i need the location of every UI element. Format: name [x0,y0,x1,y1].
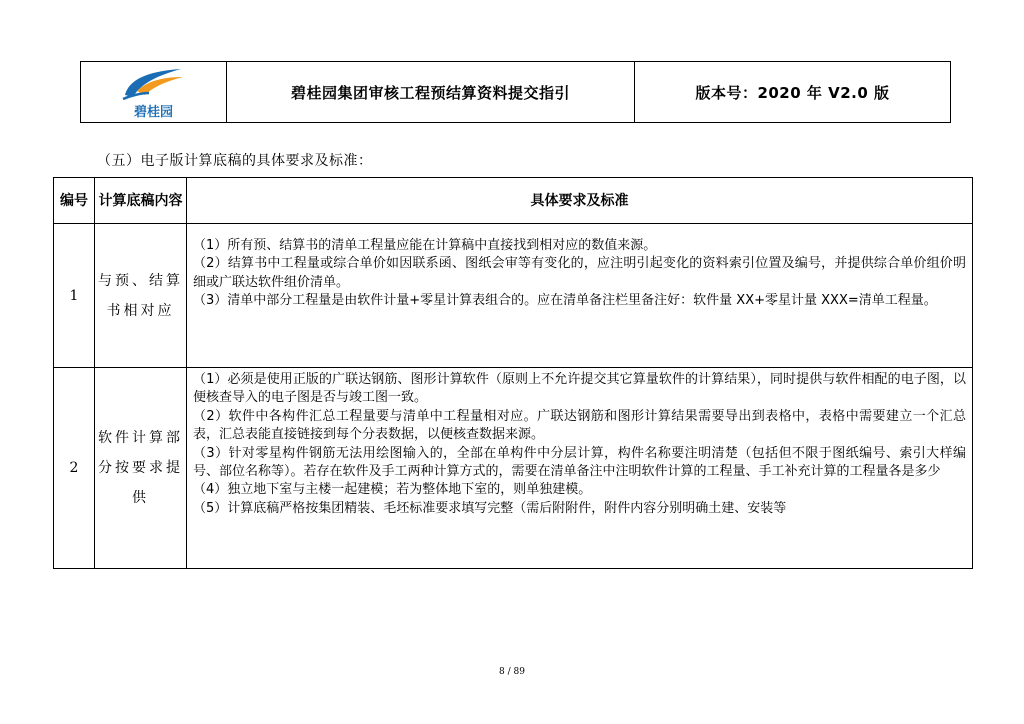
row-content: 软件计算部分按要求提供 [95,368,187,569]
document-header [80,61,951,123]
logo-text: 碧桂园 [133,104,173,120]
row-content: 与预、结算书相对应 [95,224,187,368]
requirements-table [53,177,973,569]
page-number: 8 / 89 [499,667,525,677]
version-label: 版本号：2020 年 V2.0 版 [635,62,951,123]
header-content: 计算底稿内容 [95,178,187,224]
row-requirements [187,224,973,368]
table-row [54,224,973,368]
country-garden-logo-icon [119,65,189,103]
requirement-item: （5）计算底稿严格按集团精装、毛坯标准要求填写完整（需后附附件，附件内容分别明确土建、安装等 [193,500,787,516]
requirement-item: （1）所有预、结算书的清单工程量应能在计算稿中直接找到相对应的数值来源。 [193,238,657,253]
table-header-row [54,178,973,224]
row-no: 2 [54,368,95,569]
table-row [54,368,973,569]
document-title: 碧桂园集团审核工程预结算资料提交指引 [227,62,635,123]
requirement-item: （4）独立地下室与主楼一起建模；若为整体地下室的，则单独建模。 [193,482,592,498]
requirement-item: （3）清单中部分工程量是由软件计量+零星计算表组合的。应在清单备注栏里备注好：软件量 XX+零星计量 XXX=清单工程量。 [193,293,937,309]
requirement-item: （2）结算书中工程量或综合单价如因联系函、图纸会审等有变化的，应注明引起变化的资料索引位置及编号，并提供综合单价组价明细或广联达软件组价清单。 [193,256,966,290]
row-requirements [187,368,973,569]
requirement-item: （3）针对零星构件钢筋无法用绘图输入的，全部在单构件中分层计算，构件名称要注明清楚（包括但不限于图纸编号、索引大样编号、部位名称等）。若存在软件及手工两种计算方式的，需要在清单备注中注明软件计算的工程量、手工补充计算的工程量各是多少 [193,445,966,480]
requirement-item: （1）必须是使用正版的广联达钢筋、图形计算软件（原则上不允许提交其它算量软件的计算结果），同时提供与软件相配的电子图，以便核查导入的电子图是否与竣工图一致。 [193,372,966,406]
header-requirements: 具体要求及标准 [187,178,973,224]
requirement-item: （2）软件中各构件汇总工程量要与清单中工程量相对应。广联达钢筋和图形计算结果需要导出到表格中，表格中需要建立一个汇总表，汇总表能直接链接到每个分表数据，以便核查数据来源。 [193,408,966,443]
header-no: 编号 [54,178,95,224]
row-no: 1 [54,224,95,368]
section-title: （五）电子版计算底稿的具体要求及标准： [97,153,373,169]
logo-cell [81,62,227,123]
